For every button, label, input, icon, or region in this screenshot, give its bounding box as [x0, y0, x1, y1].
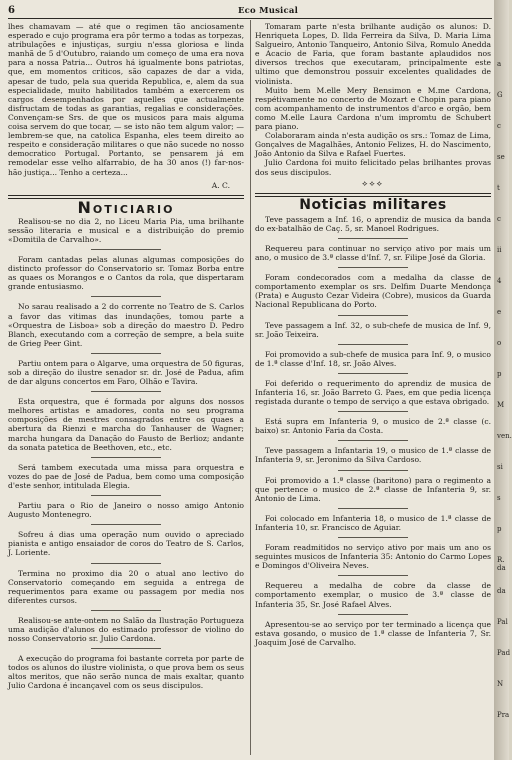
edge-fragment: ven. — [497, 432, 512, 440]
edge-fragment: G — [497, 91, 503, 99]
military-news-item: Está supra em Infanteria 9, o musico de 2.ª classe (c. baixo) sr. Antonio Faria da Costa. — [255, 417, 491, 436]
military-news-item: Teve passagem a Inf. 32, o sub-chefe de musica de Inf. 9, sr. João Teixeira. — [255, 320, 491, 339]
article-paragraph: Tomaram parte n'esta brilhante audição os alunos: D. Henriqueta Lopes, D. Ilda Ferreira da Silva, D. Maria Lima Salgueiro, Antonio Tanqueiro, Antonio Silva, Romulo Anedda e Acacio de Faria, que foram bastante aplaudidos nos diversos trechos que executaram, principalmente este ultimo que demonstrou possuir excelentes qualidades de violinista. — [255, 22, 491, 86]
military-news-item: Teve passagem a Infantaria 19, o musico de 1.ª classe de Infanteria 9, sr. Jeronimo da Silva Cardoso. — [255, 446, 491, 465]
item-separator — [338, 373, 408, 374]
item-separator — [91, 457, 161, 458]
item-separator — [338, 440, 408, 441]
edge-fragment: N — [497, 680, 504, 688]
military-news-item: Foram readmitidos no serviço ativo por mais um ano os seguintes musicos de Infanteria 35: Antonio do Carmo Lopes e Domingos d'Oliveira Neves. — [255, 543, 491, 571]
item-separator — [91, 648, 161, 649]
ornament-divider: ⟡⟡⟡ — [362, 178, 384, 188]
edge-fragment: p — [497, 525, 502, 533]
news-item: A execução do programa foi bastante correta por parte de todos os alunos do ilustre violinista, o que prova bem os seus altos meritos, que não serão nunca de mais exaltar, quanto Julio Cardona é incançavel com os seus discipulos. — [8, 654, 244, 691]
noticiario-heading: Noticiario — [77, 197, 175, 217]
page-header — [8, 3, 492, 19]
edge-fragment: Pal — [497, 618, 508, 626]
item-separator — [338, 238, 408, 239]
military-news-list — [255, 215, 491, 647]
news-item: Partiu ontem para o Algarve, uma orquestra de 50 figuras, sob a direção do ilustre senador sr. dr. José de Padua, afim de dar alguns concertos em Faro, Olhão e Tavira. — [8, 358, 244, 387]
edge-fragment: a — [497, 60, 502, 68]
noticias-militares-heading: Noticias militares — [299, 196, 447, 213]
edge-fragment: t — [497, 184, 500, 192]
item-separator — [338, 267, 408, 268]
item-separator — [338, 470, 408, 471]
item-separator — [91, 524, 161, 525]
article-signature: A. C. — [211, 180, 230, 190]
news-list — [8, 217, 244, 691]
article-paragraph: Muito bem M.elle Mery Bensimon e M.me Cardona, respétivamente no concerto de Mozart e Chopin para piano com acompanhamento de instrumentos d'arco e orgão, bem como M.elle Laura Cardona n'um impromtu de Schubert para piano. — [255, 85, 491, 132]
military-news-item: Teve passagem a Inf. 16, o aprendiz de musica da banda do ex-batalhão de Caç. 5, sr. Manoel Rodrigues. — [255, 214, 491, 233]
item-separator — [91, 249, 161, 250]
item-separator — [91, 391, 161, 392]
news-item: Partiu para o Rio de Janeiro o nosso amigo Antonio Augusto Montenegro. — [8, 501, 244, 520]
item-separator — [338, 537, 408, 538]
news-item: Esta orquestra, que é formada por alguns dos nossos melhores artistas e amadores, conta no seu programa composições de mestres consagrados entre os quaes a abertura da Rienzi e marcha do Tanhauser de Wagner; marcha hungara da Danação do Fausto de Berlioz; andante da sonata patetica de Beethoven, etc., etc. — [8, 397, 244, 452]
military-news-item: Foi promovido a 1.ª classe (baritono) para o regimento a que pertence o musico de 2.ª classe de Infanteria 9, sr. Antonio de Lima. — [255, 475, 491, 503]
item-separator — [338, 508, 408, 509]
edge-fragment: c — [497, 122, 501, 130]
item-separator — [338, 614, 408, 615]
article-paragraph: Julio Cardona foi muito felicitado pelas brilhantes provas dos seus discipulos. — [255, 158, 491, 177]
edge-fragment: e — [497, 308, 502, 316]
right-column — [255, 22, 491, 647]
news-item: No sarau realisado a 2 do corrente no Teatro de S. Carlos a favor das vitimas das inundações, tomou parte a «Orquestra de Lisboa» sob a direção do maestro D. Pedro Blanch, executando com a correção de sempre, a bela suite de Grieg Peer Gint. — [8, 302, 244, 348]
header-rule — [8, 18, 492, 19]
military-news-item: Foi deferido o requerimento do aprendiz de musica de Infanteria 16, sr. João Barreto G. Paes, em que pedia licença registada durante o tempo de serviço a que estava obrigado. — [255, 378, 491, 407]
military-news-item: Requereu para continuar no serviço ativo por mais um ano, o musico de 3.ª classe d'Inf. 7, sr. Filipe José da Gloria. — [255, 243, 491, 263]
page-number: 6 — [8, 5, 15, 16]
edge-fragment: da — [497, 587, 506, 595]
item-separator — [91, 296, 161, 297]
news-item: Foram cantadas pelas alunas algumas composições do distincto professor do Conservatorio sr. Tomaz Borba entre as quaes os Morangos e o Cantos da rola, que dispertaram grande entusiasmo. — [8, 255, 244, 292]
military-news-item: Apresentou-se ao serviço por ter terminado a licença que estava gosando, o musico de 1.ª classe de Infanteria 7, Sr. Joaquim José de Carvalho. — [255, 619, 491, 647]
edge-fragment: si — [497, 463, 503, 471]
item-separator — [338, 344, 408, 345]
left-column — [8, 22, 244, 691]
item-separator — [338, 575, 408, 576]
edge-fragment: se — [497, 153, 505, 161]
item-separator — [91, 353, 161, 354]
edge-fragment: p — [497, 370, 502, 378]
news-item: Realisou-se no dia 2, no Liceu Maria Pia, uma brilhante sessão literaria e musical e a distribuição do premio «Domitila de Carvalho». — [8, 216, 244, 244]
left-intro-text — [8, 22, 244, 177]
item-separator — [338, 411, 408, 412]
military-news-item: Foi colocado em Infanteria 18, o musico de 1.ª classe de Infanteria 10, sr. Francisco de Aguiar. — [255, 513, 491, 532]
right-intro-text — [255, 22, 491, 177]
item-separator — [338, 315, 408, 316]
article-paragraph: Colaboraram ainda n'esta audição os srs.: Tomaz de Lima, Gonçalves de Magalhães, Antonio Felizes, H. do Nascimento, João Antonio da Silva e Rafael Fuertes. — [255, 131, 491, 159]
edge-fragment: Pad — [497, 649, 511, 657]
item-separator — [91, 610, 161, 611]
publication-title: Eco Musical — [238, 6, 298, 16]
news-item: Será tambem executada uma missa para orquestra e vozes do pae de José de Padua, bem como uma composição d'este senhor, intitulada Elegia. — [8, 462, 244, 490]
item-separator — [91, 495, 161, 496]
edge-fragment: M — [497, 401, 505, 409]
news-item: Realisou-se ante-ontem no Salão da Ilustração Portugueza uma audição d'alunos do estimado professor de violino do nosso Conservatorio sr. Julio Cardona. — [8, 615, 244, 644]
military-news-item: Foi promovido a sub-chefe de musica para Inf. 9, o musico de 1.ª classe d'Inf. 18, sr. João Alves. — [255, 349, 491, 368]
column-divider — [250, 20, 251, 755]
edge-fragment: 4 — [497, 277, 502, 285]
edge-fragment: o — [497, 339, 502, 347]
item-separator — [91, 563, 161, 564]
article-paragraph: lhes chamavam — até que o regimen tão anciosamente esperado e cujo programa era pôr termo a todas as torpezas, atribulações e injustiças, surgiu n'essa gloriosa e linda manhã de 5 d'Outubro, raiando um começo de uma era nova para a nossa Patria... Outros há igualmente bons patriotas, que, em momentos criticos, são capazes de dar a vida, apesar de tudo, pela sua querida Republica, e, alem da sua especialidade, muito habilitados também a exercerem os cargos desempenhados por aquelles que actualmente disfructam de todas as garantias, regalias e considerações. Convençam-se Srs. de que os musicos para mais alguma coisa servem do que tocar, — se isto não tem algum valor; — lembrem-se que, na catolica Espanha, eles teem direito ao respeito e consideração militares o que não sucede no nosso democratico Portugal. Portanto, se pensarem já em remodelar esse velho alfarrabio, de ha 30 anos (!) far-nos-hão justiça... Tenho a certeza... — [8, 22, 244, 177]
adjacent-page-edge — [494, 0, 512, 760]
edge-fragment: c — [497, 215, 501, 223]
news-item: Termina no proximo dia 20 o atual ano lectivo do Conservatorio começando em seguida a entrega de requerimentos para exame ou passagem por media nos diferentes cursos. — [8, 568, 244, 605]
edge-fragment: s — [497, 494, 501, 502]
news-item: Sofreu á dias uma operação num ouvido o apreciado pianista e antigo ensaiador de coros do Teatro de S. Carlos, J. Loriente. — [8, 530, 244, 558]
edge-fragment: R. da — [497, 556, 506, 572]
edge-fragment: Pra — [497, 711, 510, 719]
military-news-item: Requereu a medalha de cobre da classe de comportamento exemplar, o musico de 3.ª classe de Infanteria 35, Sr. José Rafael Alves. — [255, 581, 491, 609]
military-news-item: Foram condecorados com a medalha da classe de comportamento exemplar os srs. Delfim Duarte Mendonça (Prata) e Augusto Cezar Videira (Cobre), musicos da Guarda Nacional Republicana do Porto. — [255, 273, 491, 310]
edge-fragment: ii — [497, 246, 502, 254]
